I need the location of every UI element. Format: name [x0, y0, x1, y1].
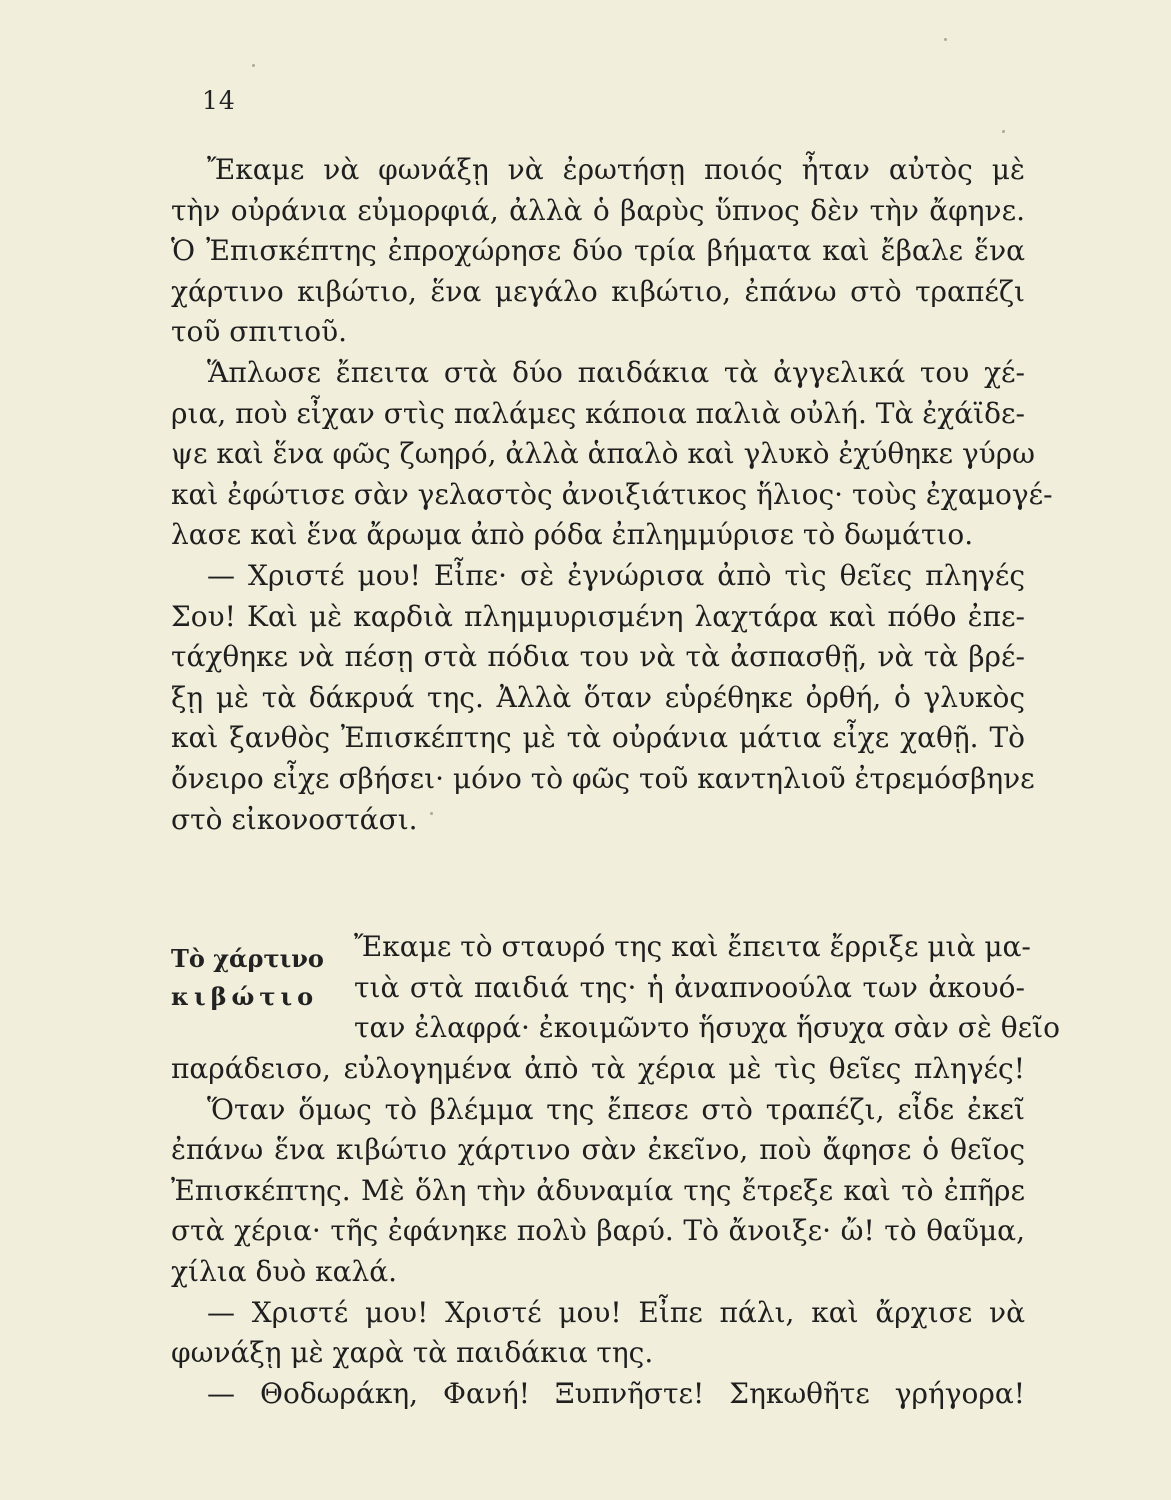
- text-line: καὶ ξανθὸς Ἐπισκέπτης μὲ τὰ οὐράνια μάτια εἶχε χαθῇ. Τὸ: [171, 721, 1025, 755]
- text-line: χίλια δυὸ καλά.: [171, 1254, 398, 1288]
- text-line: Ὅταν ὅμως τὸ βλέμμα της ἔπεσε στὸ τραπέζι, εἶδε ἐκεῖ: [207, 1092, 1025, 1126]
- text-line: — Χριστέ μου! Χριστέ μου! Εἶπε πάλι, καὶ ἄρχισε νὰ: [207, 1295, 1025, 1329]
- text-line: Ὁ Ἐπισκέπτης ἐπροχώρησε δύο τρία βήματα καὶ ἔβαλε ἕνα: [171, 234, 1025, 268]
- text-line: στὰ χέρια· τῆς ἐφάνηκε πολὺ βαρύ. Τὸ ἄνοιξε· ὤ! τὸ θαῦμα,: [171, 1214, 1025, 1248]
- text-line: παράδεισο, εὐλογημένα ἀπὸ τὰ χέρια μὲ τὶς θεῖες πληγές!: [171, 1052, 1025, 1085]
- text-line: ξῃ μὲ τὰ δάκρυά της. Ἀλλὰ ὅταν εὑρέθηκε ὀρθή, ὁ γλυκὸς: [171, 680, 1025, 714]
- margin-heading: [171, 940, 341, 1016]
- paragraph-block-2: [171, 1049, 1025, 1414]
- text-line: — Θοδωράκη, Φανή! Ξυπνῆστε! Σηκωθῆτε γρήγορα!: [207, 1376, 1025, 1410]
- text-line: ταν ἐλαφρά· ἐκοιμῶντο ἥσυχα ἥσυχα σὰν σὲ θεῖο: [354, 1011, 1060, 1045]
- margin-heading-line: κιβώτιο: [171, 982, 319, 1011]
- text-line: τιὰ στὰ παιδιά της· ἡ ἀναπνοούλα των ἀκουό-: [354, 970, 1025, 1004]
- paper-speck: [1002, 130, 1005, 133]
- text-line: Σου! Καὶ μὲ καρδιὰ πλημμυρισμένη λαχτάρα καὶ πόθο ἐπε-: [171, 599, 1025, 633]
- margin-heading-line: Τὸ χάρτινο: [171, 944, 324, 973]
- page-number: 14: [202, 86, 236, 115]
- text-line: ψε καὶ ἕνα φῶς ζωηρό, ἀλλὰ ἁπαλὸ καὶ γλυκὸ ἐχύθηκε γύρω: [171, 437, 1036, 471]
- text-line: Ἐπισκέπτης. Μὲ ὅλη τὴν ἀδυναμία της ἔτρεξε καὶ τὸ ἐπῆρε: [171, 1173, 1025, 1207]
- text-line: φωνάξῃ μὲ χαρὰ τὰ παιδάκια της.: [171, 1336, 654, 1370]
- text-line: — Χριστέ μου! Εἶπε· σὲ ἐγνώρισα ἀπὸ τὶς θεῖες πληγές: [207, 558, 1025, 592]
- paper-speck: [944, 38, 947, 41]
- text-line: ρια, ποὺ εἶχαν στὶς παλάμες κάποια παλιὰ οὐλή. Τὰ ἐχάϊδε-: [171, 396, 1025, 430]
- text-line: καὶ ἐφώτισε σὰν γελαστὸς ἀνοιξιάτικος ἥλιος· τοὺς ἐχαμογέ-: [171, 477, 1053, 511]
- text-line: στὸ εἰκονοστάσι.: [171, 802, 418, 836]
- paragraph-block-2-side: [354, 927, 1060, 1049]
- text-line: Ἔκαμε τὸ σταυρό της καὶ ἔπειτα ἔρριξε μιὰ μα-: [354, 930, 1031, 963]
- text-line: τὴν οὐράνια εὐμορφιά, ἀλλὰ ὁ βαρὺς ὕπνος δὲν τὴν ἄφηνε.: [171, 193, 1025, 227]
- paper-speck: [252, 64, 255, 67]
- text-line: τοῦ σπιτιοῦ.: [171, 315, 348, 349]
- text-line: τάχθηκε νὰ πέσῃ στὰ πόδια του νὰ τὰ ἀσπασθῇ, νὰ τὰ βρέ-: [171, 640, 1025, 674]
- text-line: λασε καὶ ἕνα ἄρωμα ἀπὸ ρόδα ἐπλημμύρισε τὸ δωμάτιο.: [171, 518, 974, 552]
- paper-speck: [430, 812, 433, 815]
- text-line: χάρτινο κιβώτιο, ἕνα μεγάλο κιβώτιο, ἐπάνω στὸ τραπέζι: [171, 274, 1025, 308]
- text-line: Ἔκαμε νὰ φωνάξῃ νὰ ἐρωτήσῃ ποιός ἦταν αὐτὸς μὲ: [207, 153, 1025, 186]
- text-line: ὄνειρο εἶχε σβήσει· μόνο τὸ φῶς τοῦ καντηλιοῦ ἐτρεμόσβηνε: [171, 761, 1035, 795]
- paragraph-block-1: [171, 150, 1053, 840]
- text-line: ἐπάνω ἕνα κιβώτιο χάρτινο σὰν ἐκεῖνο, ποὺ ἄφησε ὁ θεῖος: [171, 1133, 1025, 1167]
- text-line: Ἅπλωσε ἔπειτα στὰ δύο παιδάκια τὰ ἀγγελικά του χέ-: [207, 355, 1025, 389]
